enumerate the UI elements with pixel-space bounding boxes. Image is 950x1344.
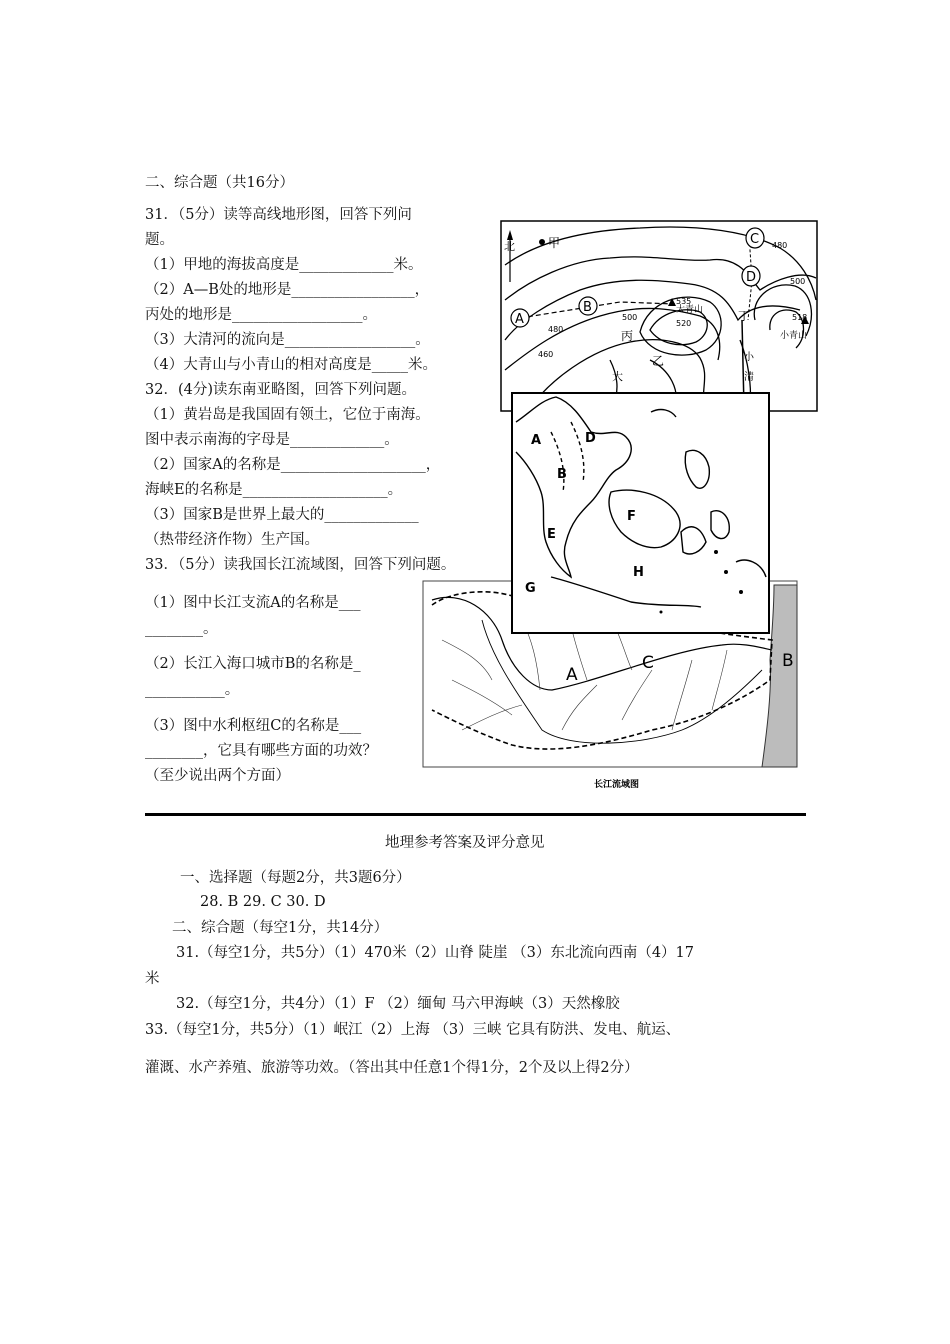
southeast-asia-map	[511, 392, 770, 634]
label-c: C	[750, 232, 760, 247]
contour-518: 518	[792, 313, 808, 322]
q31-part3: （3）大清河的流向是__________________。	[145, 332, 430, 348]
q32-part2-cont: 海峡E的名称是____________________。	[145, 482, 403, 498]
q31-part4: （4）大青山与小青山的相对高度是_____米。	[145, 357, 437, 373]
q32-part2: （2）国家A的名称是____________________，	[145, 457, 441, 473]
answers-section1: 一、选择题（每题2分，共3题6分）	[180, 870, 411, 886]
q32-part1-cont: 图中表示南海的字母是_____________。	[145, 432, 399, 448]
yangtze-label-b: B	[782, 651, 794, 671]
contour-535: 535	[676, 297, 692, 306]
answers-section2: 二、综合题（每空1分，共14分）	[172, 920, 389, 936]
q32-part1: （1）黄岩岛是我国固有领土，它位于南海。	[145, 407, 430, 423]
contour-480-a: 480	[548, 325, 564, 334]
answer-32: 32.（每空1分，共4分）（1）F （2）缅甸 马六甲海峡（3）天然橡胶	[176, 996, 620, 1012]
sea-label-h: H	[633, 565, 644, 580]
sea-label-a: A	[531, 433, 542, 448]
q33-part1-cont: ________。	[145, 621, 218, 637]
q33-part2: （2）长江入海口城市B的名称是_	[145, 656, 361, 672]
section-divider	[145, 813, 806, 816]
q31-stem: 31．（5分）读等高线地形图，回答下列问	[145, 207, 412, 223]
label-bing: 丙	[621, 329, 634, 343]
contour-map	[500, 220, 818, 412]
answer-33: 33.（每空1分，共5分）（1）岷江（2）上海 （3）三峡 它具有防洪、发电、航运、	[145, 1022, 681, 1038]
label-yi: 乙	[652, 354, 665, 368]
section-heading: 二、综合题（共16分）	[145, 175, 294, 191]
label-b: B	[583, 300, 592, 315]
contour-500-a: 500	[622, 313, 638, 322]
answers-mc: 28. B 29. C 30. D	[200, 894, 326, 910]
sea-label-d: D	[585, 431, 596, 446]
answer-33-cont: 灌溉、水产养殖、旅游等功效。（答出其中任意1个得1分，2个及以上得2分）	[145, 1060, 639, 1076]
q32-part3-cont: （热带经济作物）生产国。	[145, 532, 319, 548]
sea-label-f: F	[627, 509, 636, 524]
label-jia: 甲	[548, 236, 561, 250]
label-da: 大	[612, 370, 623, 383]
answer-31: 31.（每空1分，共5分）（1）470米（2）山脊 陡崖 （3）东北流向西南（4）17	[176, 945, 695, 961]
contour-500-b: 500	[790, 277, 806, 286]
q33-part3-cont: ________，它具有哪些方面的功效？	[145, 743, 377, 759]
north-label: 北	[504, 240, 515, 253]
q32-stem: 32．(4分)读东南亚略图，回答下列问题。	[145, 382, 416, 398]
label-ding: 丁	[738, 309, 751, 323]
q31-stem-cont: 题。	[145, 232, 174, 248]
q31-part2: （2）A—B处的地形是_________________，	[145, 282, 430, 298]
sea-label-e: E	[547, 527, 556, 542]
label-daqingshan: 大青山	[676, 305, 704, 315]
answers-title: 地理参考答案及评分意见	[385, 835, 545, 851]
contour-480-b: 480	[772, 241, 788, 250]
label-xiaoqingshan: 小青山	[780, 331, 808, 341]
sea-label-g: G	[525, 581, 536, 596]
q32-part3: （3）国家B是世界上最大的_____________	[145, 507, 419, 523]
yangtze-label-c: C	[642, 653, 654, 673]
label-qing: 清	[744, 372, 754, 383]
q33-part3-note: （至少说出两个方面）	[145, 768, 290, 784]
contour-520: 520	[676, 319, 692, 328]
label-a: A	[515, 312, 524, 327]
answer-31-cont: 米	[145, 971, 160, 987]
label-xiao: 小	[744, 352, 754, 363]
q33-part2-cont: ___________。	[145, 682, 240, 698]
q33-part3: （3）图中水利枢纽C的名称是___	[145, 718, 362, 734]
q31-part1: （1）甲地的海拔高度是_____________米。	[145, 257, 423, 273]
yangtze-label-a: A	[566, 665, 578, 685]
sea-label-b: B	[557, 467, 567, 482]
label-d: D	[746, 270, 757, 285]
q33-part1: （1）图中长江支流A的名称是___	[145, 595, 361, 611]
yangtze-caption: 长江流域图	[594, 780, 640, 790]
q33-stem: 33．（5分）读我国长江流域图，回答下列问题。	[145, 557, 456, 573]
contour-460: 460	[538, 350, 554, 359]
q31-part2-cont: 丙处的地形是__________________。	[145, 307, 377, 323]
